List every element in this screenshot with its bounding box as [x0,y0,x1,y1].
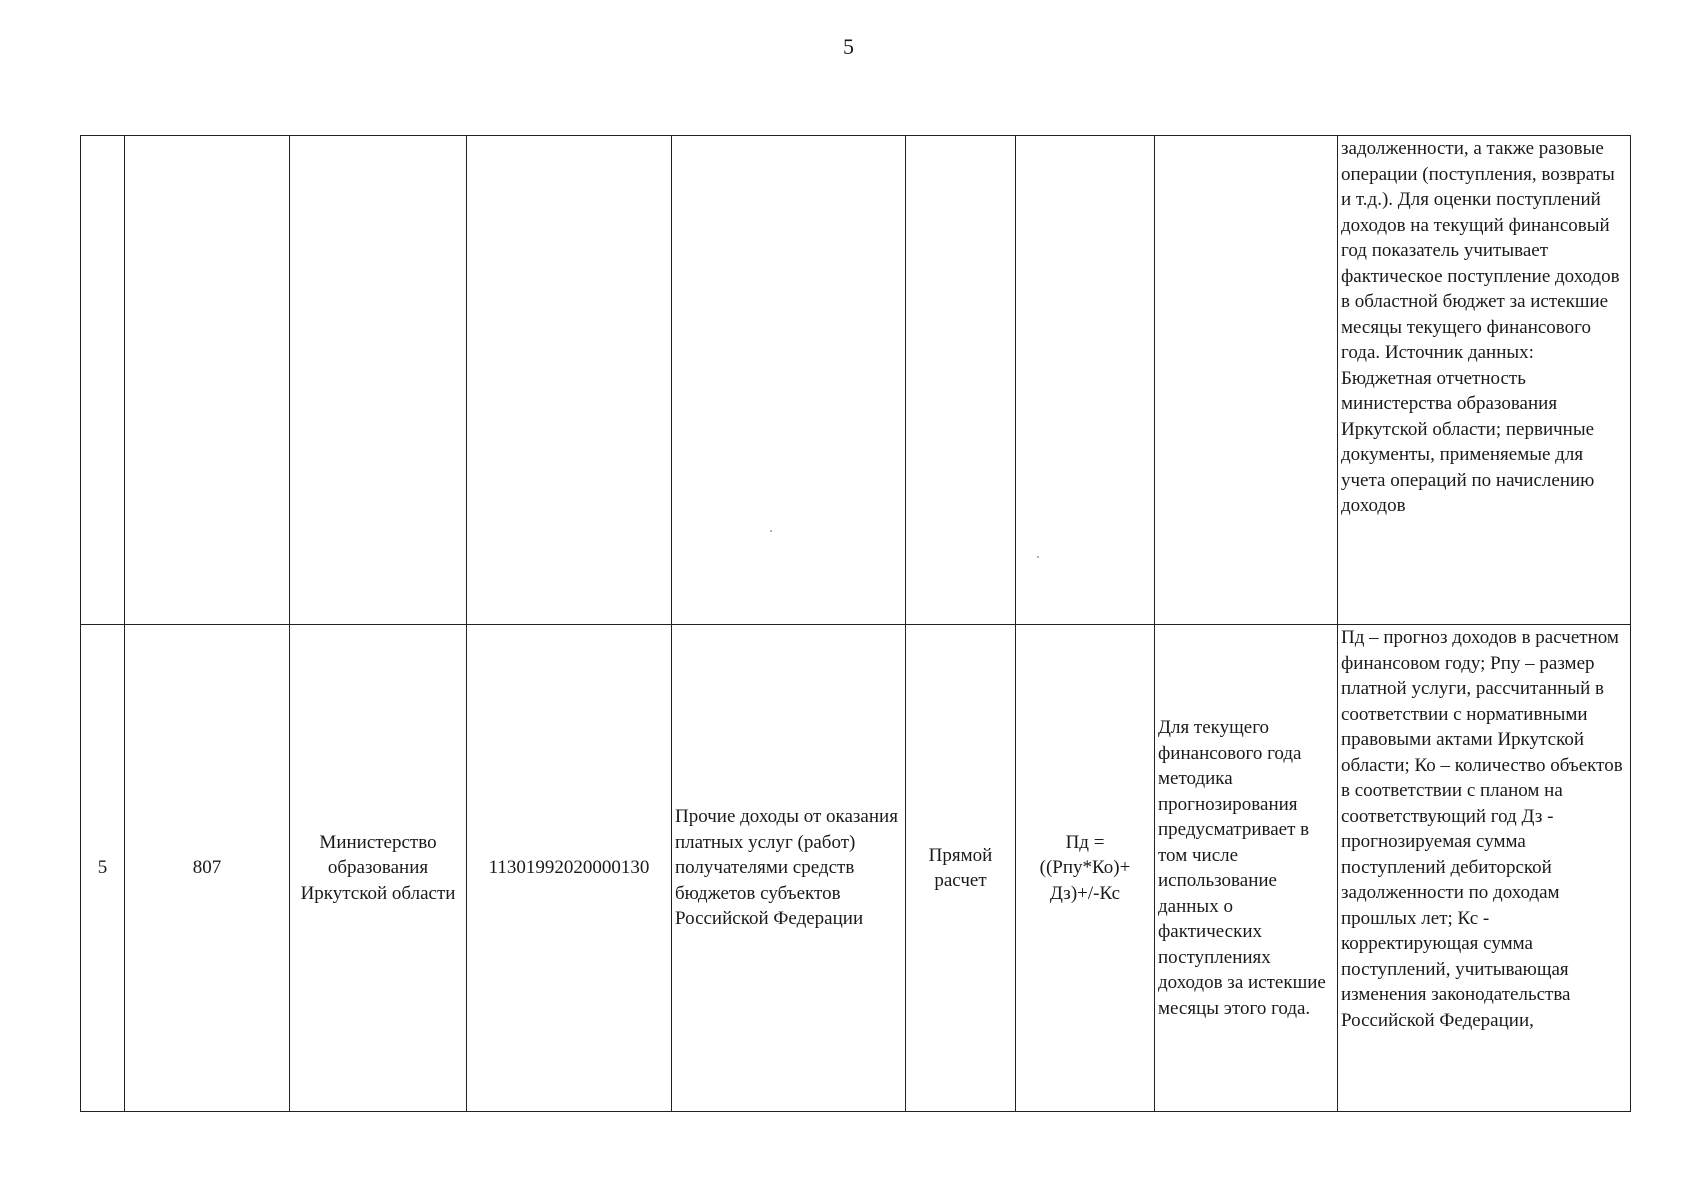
cell-empty [290,136,467,625]
description-cell: Для текущего финансового года методика прогнозирования предусматривает в том числе использование данных о фактических поступлениях доходов за истекшие месяцы этого года. [1155,625,1338,1112]
formula-cell: Пд = ((Рпу*Ко)+ Дз)+/-Кс [1016,625,1155,1112]
revenue-forecast-table [80,135,1631,1112]
cell-empty [81,136,125,625]
cell-empty [906,136,1016,625]
administrator-cell: Министерство образования Иркутской области [290,625,467,1112]
page-number: 5 [843,34,854,59]
scan-speck [1037,556,1039,558]
legend-cell: Пд – прогноз доходов в расчетном финансовом году; Рпу – размер платной услуги, рассчитанный в соответствии с нормативными правовыми актами Иркутской области; Ко – количество объектов в соответствии с планом на соответствующий год Дз - прогнозируемая сумма поступлений дебиторской задолженности по доходам прошлых лет; Кс - корректирующая сумма поступлений, учитывающая изменения законодательства Российской Федерации, [1338,625,1631,1112]
methodology-cell: задолженности, а также разовые операции (поступления, возвраты и т.д.). Для оценки поступлений доходов на текущий финансовый год показатель учитывает фактическое поступление доходов в областной бюджет за истекшие месяцы текущего финансового года. Источник данных: Бюджетная отчетность министерства образования Иркутской области; первичные документы, применяемые для учета операций по начислению доходов [1338,136,1631,625]
cell-empty [672,136,906,625]
cell-empty [1155,136,1338,625]
kbk-cell: 11301992020000130 [467,625,672,1112]
row-number-cell: 5 [81,625,125,1112]
admin-code-cell: 807 [125,625,290,1112]
cell-empty [1016,136,1155,625]
table-row-continuation [81,136,1631,625]
table-row-5 [81,625,1631,1112]
cell-empty [467,136,672,625]
scan-speck [770,530,772,532]
cell-empty [125,136,290,625]
income-name-cell: Прочие доходы от оказания платных услуг (работ) получателями средств бюджетов субъектов Российской Федерации [672,625,906,1112]
method-cell: Прямой расчет [906,625,1016,1112]
